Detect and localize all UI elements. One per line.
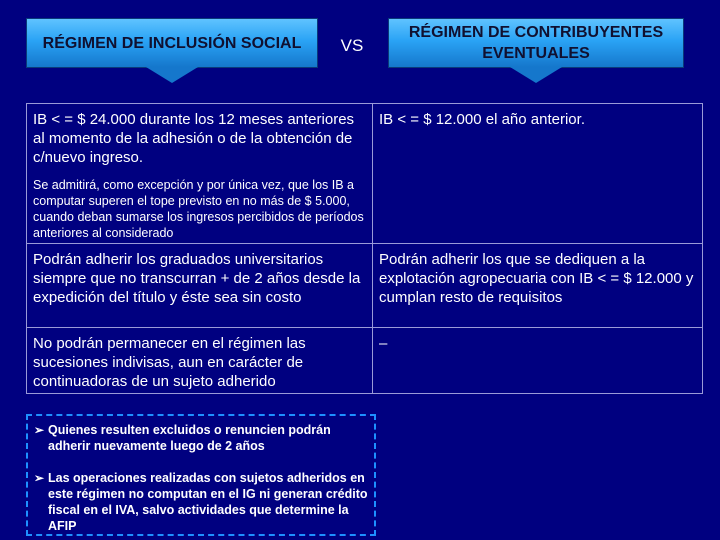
row2-left-text: Podrán adherir los graduados universitarios siempre que no transcurran + de 2 años desde la expedición del título y éste sea sin costo (33, 251, 361, 306)
row2-left-cell (27, 244, 373, 328)
row2-right-cell (373, 244, 703, 328)
row3-left-cell (27, 328, 373, 394)
row1-left-cell (27, 104, 373, 244)
row3-right-cell (373, 328, 703, 394)
note-text: Las operaciones realizadas con sujetos adheridos en este régimen no computan en el IG ni generan crédito fiscal en el IVA, salvo actividades que determine la AFIP (48, 471, 368, 533)
table-row (27, 328, 703, 394)
header-contribuyentes-eventuales (388, 18, 684, 68)
row1-right-cell (373, 104, 703, 244)
header-inclusion-social (26, 18, 318, 68)
list-item (34, 470, 368, 534)
comparison-table (26, 103, 703, 394)
notes-box (26, 414, 376, 536)
list-item (34, 422, 368, 454)
versus-label: VS (340, 36, 364, 55)
row3-right-text: – (379, 335, 388, 352)
arrow-right-icon: ➢ (34, 423, 45, 437)
row3-left-text: No podrán permanecer en el régimen las sucesiones indivisas, aun en carácter de continuadoras de un sujeto adherido (33, 335, 306, 390)
arrow-right-icon: ➢ (34, 471, 45, 485)
header-right-title: RÉGIMEN DE CONTRIBUYENTES EVENTUALES (408, 24, 664, 62)
row1-left-note: Se admitirá, como excepción y por única vez, que los IB a computar superen el tope previsto en no más de $ 5.000, cuando deban sumarse los ingresos percibidos de períodos anteriores al considerado (33, 178, 364, 240)
row1-right-text: IB < = $ 12.000 el año anterior. (379, 111, 585, 128)
note-text: Quienes resulten excluidos o renuncien podrán adherir nuevamente luego de 2 años (48, 423, 331, 453)
row2-right-text: Podrán adherir los que se dediquen a la explotación agropecuaria con IB < = $ 12.000 y cumplan resto de requisitos (379, 251, 694, 306)
row1-left-text: IB < = $ 24.000 durante los 12 meses anteriores al momento de la adhesión o de la obtención de c/nuevo ingreso. (33, 111, 355, 166)
table-row (27, 104, 703, 244)
table-row (27, 244, 703, 328)
header-left-title: RÉGIMEN DE INCLUSIÓN SOCIAL (42, 34, 302, 52)
